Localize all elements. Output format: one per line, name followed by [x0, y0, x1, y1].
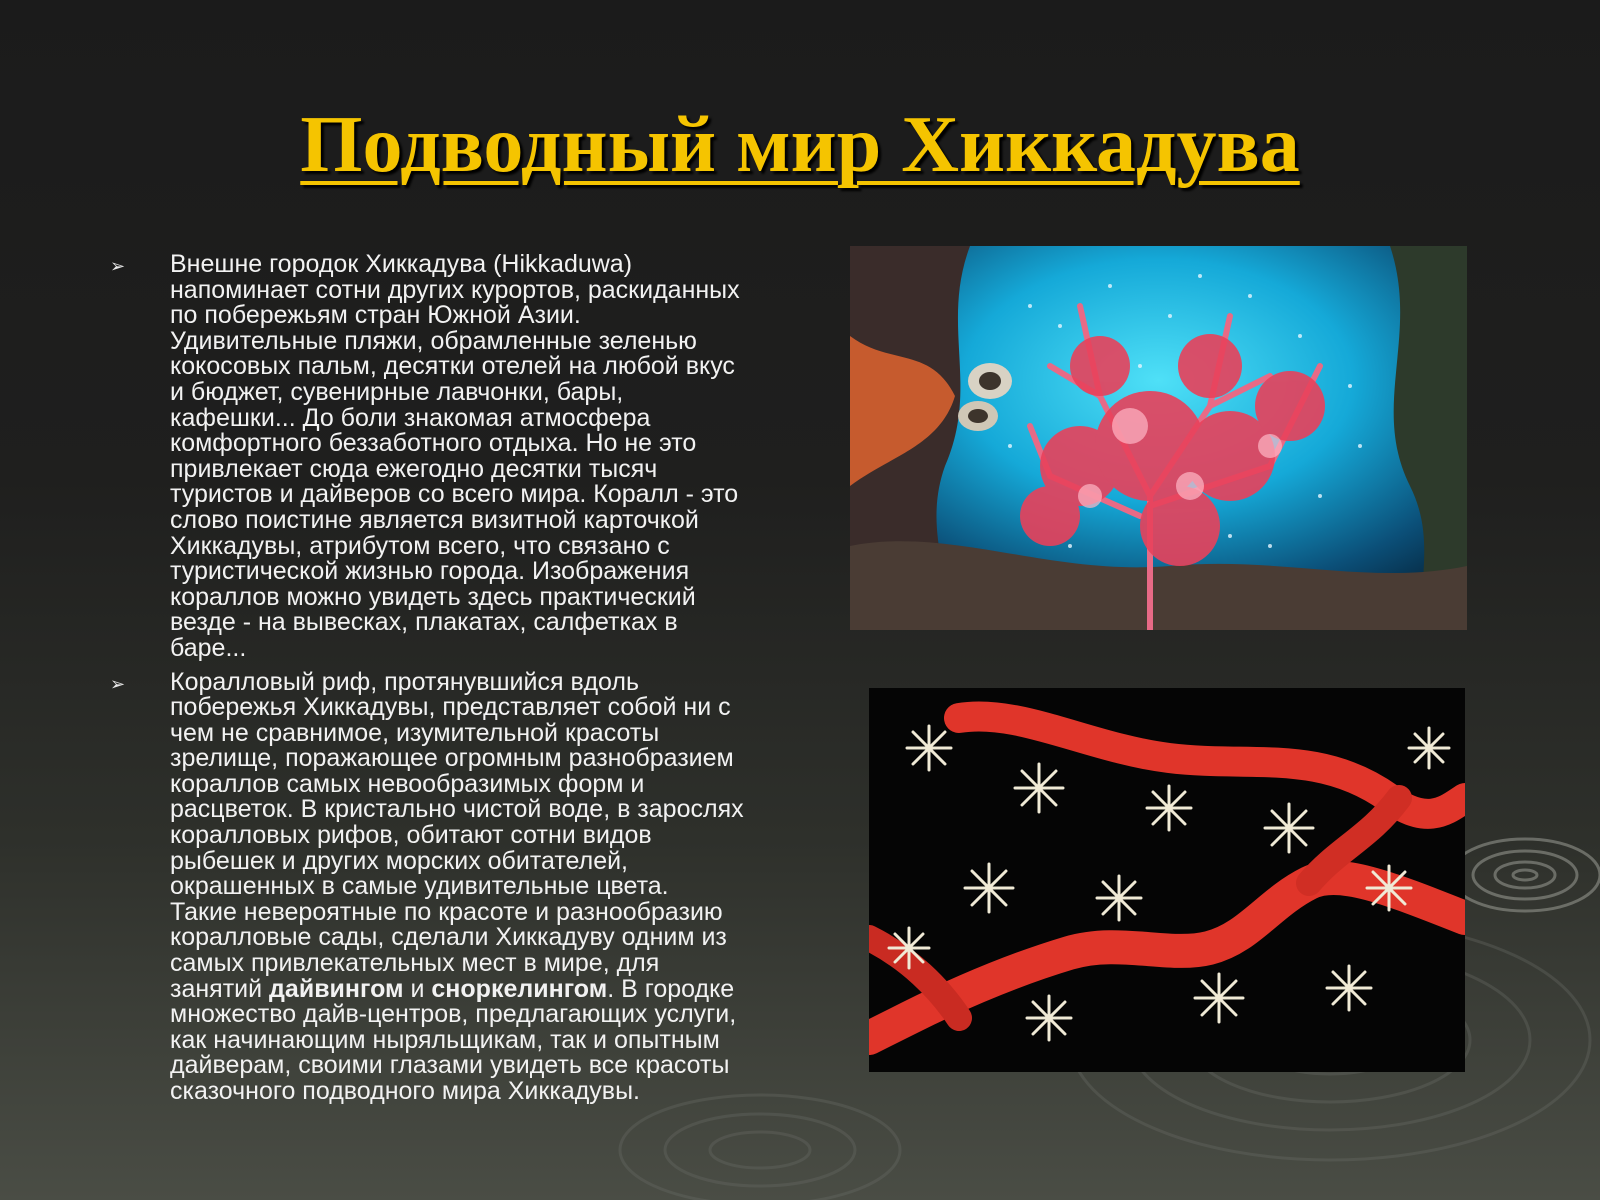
- red-coral-photo: [869, 688, 1465, 1072]
- bullet-item: [110, 252, 790, 662]
- bullet-list: [110, 252, 790, 1113]
- bullet-text: [170, 667, 790, 1105]
- bullet-text-part: Коралловый риф, протянувшийся вдоль побережья Хиккадувы, представляет собой ни с чем не сравнимое, изумительной красоты зрелище, поражающее огромным разнобразием кораллов самых невообразимых форм и расцветок. В кристально чистой воде, в зарослях коралловых рифов, обитают сотни видов рыбешек и других морских обитателей, окрашенных в самые удивительные цвета. Такие невероятные по красоте и разнообразию коралловые сады, сделали Хиккадуву одним из самых привлекательных мест в мире, для занятий: [170, 667, 744, 1003]
- bold-term-diving: дайвингом: [269, 974, 404, 1003]
- slide-title: [0, 100, 1600, 191]
- bullet-arrow-icon: ➢: [110, 256, 126, 277]
- bullet-text-part: . В городке множество дайв-центров, предлагающих услуги, как начинающим ныряльщикам, так и опытным дайверам, своими глазами увидеть все красоты сказочного подводного мира Хиккадувы.: [170, 974, 737, 1105]
- bullet-arrow-icon: ➢: [110, 673, 126, 695]
- coral-reef-photo: [850, 246, 1467, 630]
- slide-title-text: Подводный мир Хиккадува: [300, 101, 1300, 189]
- bullet-item: [110, 667, 790, 1105]
- bold-term-snorkeling: сноркелингом: [431, 974, 608, 1003]
- bullet-text: Внешне городок Хиккадува (Hikkaduwa) напоминает сотни других курортов, раскиданных по побережьям стран Южной Азии. Удивительные пляжи, обрамленные зеленью кокосовых пальм, десятки отелей на любой вкус и бюджет, сувенирные лавчонки, бары, кафешки... До боли знакомая атмосфера комфортного беззаботного отдыха. Но не это привлекает сюда ежегодно десятки тысяч туристов и дайверов со всего мира. Коралл - это слово поистине является визитной карточкой Хиккадувы, атрибутом всего, что связано с туристической жизнью города. Изображения кораллов можно увидеть здесь практический везде - на вывесках, плакатах, салфетках в баре...: [170, 250, 740, 662]
- bullet-text-part: и: [403, 974, 432, 1003]
